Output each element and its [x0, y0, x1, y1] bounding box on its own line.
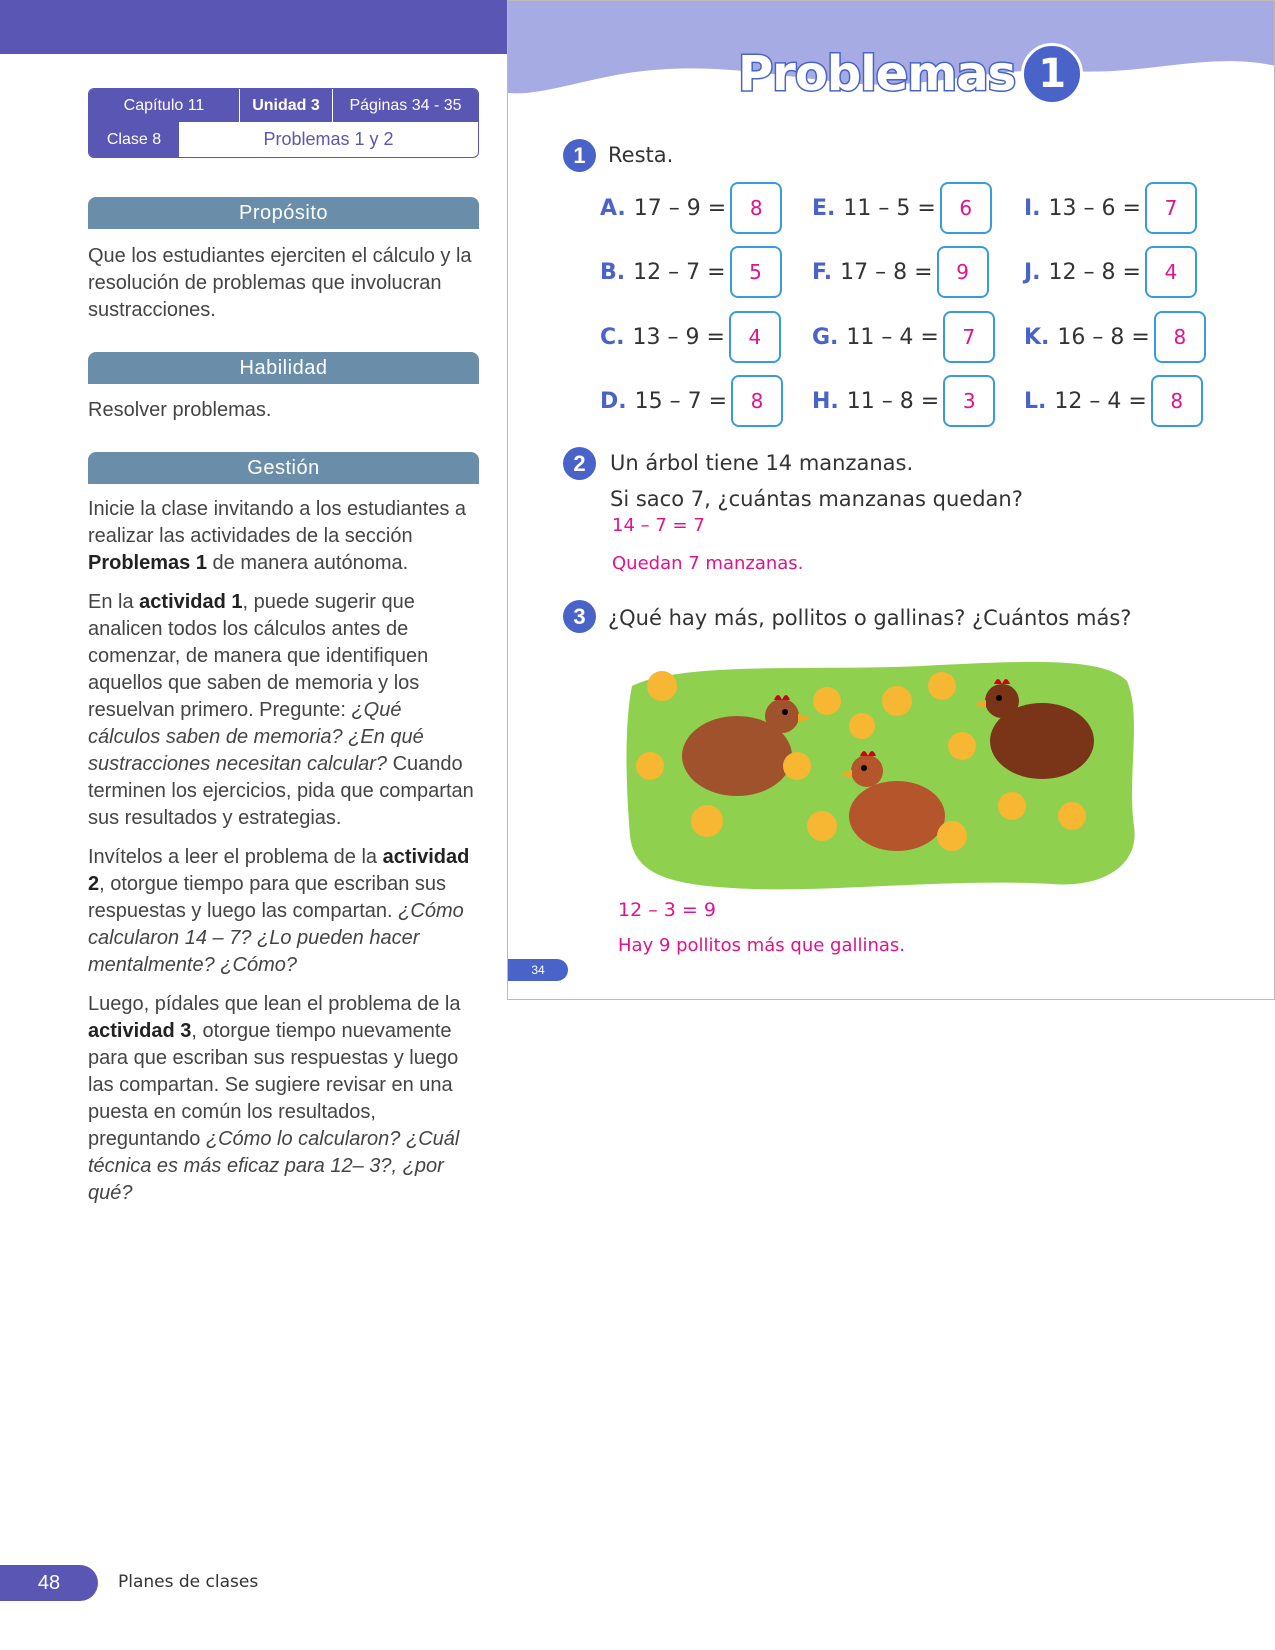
chapter-label: Capítulo 11	[89, 89, 240, 122]
page-title-number: 1	[1021, 43, 1083, 105]
question-2-line-1: Un árbol tiene 14 manzanas.	[610, 451, 914, 475]
student-page	[507, 0, 1275, 1000]
gestion-text	[88, 496, 478, 1219]
question-3-answer-text: Hay 9 pollitos más que gallinas.	[618, 935, 906, 956]
exercise-answer-box[interactable]: 7	[943, 311, 995, 363]
exercise-item	[600, 245, 782, 299]
exercise-letter: F.	[812, 259, 833, 285]
exercise-letter: B.	[600, 259, 626, 285]
gestion-paragraph-1: Inicie la clase invitando a los estudiantes a realizar las actividades de la sección Problemas 1 de manera autónoma.	[88, 498, 467, 574]
exercise-letter: D.	[600, 388, 627, 414]
exercise-expression: 11 – 8 =	[846, 388, 940, 414]
question-2-line-2: Si saco 7, ¿cuántas manzanas quedan?	[610, 487, 1023, 511]
exercise-expression: 11 – 4 =	[846, 324, 939, 350]
class-label: Clase 8	[89, 122, 179, 157]
habilidad-text	[88, 397, 478, 436]
chickens-illustration	[622, 656, 1142, 896]
exercise-item	[1024, 181, 1197, 235]
exercise-answer-box[interactable]: 4	[729, 311, 781, 363]
exercise-letter: E.	[812, 195, 836, 221]
habilidad-heading: Habilidad	[88, 352, 479, 384]
exercise-item	[600, 181, 782, 235]
exercise-letter: J.	[1024, 259, 1041, 285]
exercise-answer-box[interactable]: 8	[1151, 375, 1203, 427]
exercise-item	[600, 374, 783, 428]
exercise-letter: G.	[812, 324, 839, 350]
proposito-text	[88, 243, 478, 336]
footer-page-number: 48	[0, 1565, 98, 1601]
exercise-answer-box[interactable]: 3	[943, 375, 995, 427]
proposito-paragraph: Que los estudiantes ejerciten el cálculo y la resolución de problemas que involucran sustracciones.	[88, 245, 472, 321]
exercise-letter: C.	[600, 324, 625, 350]
top-band	[0, 0, 508, 54]
exercise-item	[812, 181, 992, 235]
exercise-letter: K.	[1024, 324, 1050, 350]
exercise-answer-box[interactable]: 7	[1145, 182, 1197, 234]
page-number: 34	[508, 959, 568, 981]
page-title	[738, 43, 1083, 105]
exercise-item	[812, 374, 995, 428]
question-1-badge: 1	[563, 139, 596, 172]
footer-text: Planes de clases	[118, 1572, 259, 1592]
pages-label: Páginas 34 - 35	[349, 96, 462, 114]
exercise-expression: 12 – 4 =	[1054, 388, 1147, 414]
exercise-letter: H.	[812, 388, 839, 414]
exercise-expression: 16 – 8 =	[1057, 324, 1150, 350]
exercise-answer-box[interactable]: 8	[730, 182, 782, 234]
exercise-item	[1024, 245, 1197, 299]
exercise-item	[812, 310, 995, 364]
proposito-heading: Propósito	[88, 197, 479, 229]
gestion-paragraph-4: Luego, pídales que lean el problema de la actividad 3, otorgue tiempo nuevamente para que escriban sus respuestas y luego las compartan. Se sugiere revisar en una puesta en común los resultados, preguntando ¿Cómo lo calcularon? ¿Cuál técnica es más eficaz para 12– 3?, ¿por qué?	[88, 993, 461, 1204]
exercise-expression: 13 – 6 =	[1048, 195, 1141, 221]
exercise-expression: 17 – 9 =	[633, 195, 727, 221]
exercise-letter: I.	[1024, 195, 1041, 221]
question-2-answer-calc: 14 – 7 = 7	[612, 515, 705, 536]
unit-label: Unidad 3	[240, 89, 333, 122]
page-title-text: Problemas	[738, 46, 1016, 102]
exercise-item	[1024, 310, 1206, 364]
exercise-expression: 12 – 8 =	[1048, 259, 1141, 285]
exercise-expression: 17 – 8 =	[840, 259, 933, 285]
exercise-letter: L.	[1024, 388, 1047, 414]
question-1-text: Resta.	[608, 143, 674, 167]
exercise-expression: 13 – 9 =	[632, 324, 725, 350]
exercise-expression: 11 – 5 =	[843, 195, 936, 221]
gestion-paragraph-3: Invítelos a leer el problema de la actividad 2, otorgue tiempo para que escriban sus respuestas y luego las compartan. ¿Cómo calcularon 14 – 7? ¿Lo pueden hacer mentalmente? ¿Cómo?	[88, 846, 470, 976]
question-3-badge: 3	[563, 600, 596, 633]
lesson-info-table	[88, 88, 479, 158]
exercise-answer-box[interactable]: 8	[731, 375, 783, 427]
question-3-answer-calc: 12 – 3 = 9	[618, 899, 716, 921]
exercise-item	[1024, 374, 1203, 428]
exercise-expression: 12 – 7 =	[633, 259, 726, 285]
habilidad-paragraph: Resolver problemas.	[88, 399, 272, 421]
question-2-answer-text: Quedan 7 manzanas.	[612, 553, 804, 574]
question-3-text: ¿Qué hay más, pollitos o gallinas? ¿Cuántos más?	[608, 606, 1132, 630]
exercise-answer-box[interactable]: 5	[730, 246, 782, 298]
exercise-item	[812, 245, 989, 299]
exercise-letter: A.	[600, 195, 626, 221]
exercise-answer-box[interactable]: 9	[937, 246, 989, 298]
exercise-answer-box[interactable]: 4	[1145, 246, 1197, 298]
gestion-paragraph-2: En la actividad 1, puede sugerir que analicen todos los cálculos antes de comenzar, de manera que identifiquen aquellos que saben de memoria y los resuelvan primero. Pregunte: ¿Qué cálculos saben de memoria? ¿En qué sustracciones necesitan calcular? Cuando terminen los ejercicios, pida que compartan sus resultados y estrategias.	[88, 591, 474, 829]
lesson-label: Problemas 1 y 2	[263, 129, 394, 149]
exercise-answer-box[interactable]: 8	[1154, 311, 1206, 363]
gestion-heading: Gestión	[88, 452, 479, 484]
exercise-expression: 15 – 7 =	[634, 388, 728, 414]
exercise-answer-box[interactable]: 6	[940, 182, 992, 234]
exercise-item	[600, 310, 781, 364]
question-2-badge: 2	[563, 447, 596, 480]
